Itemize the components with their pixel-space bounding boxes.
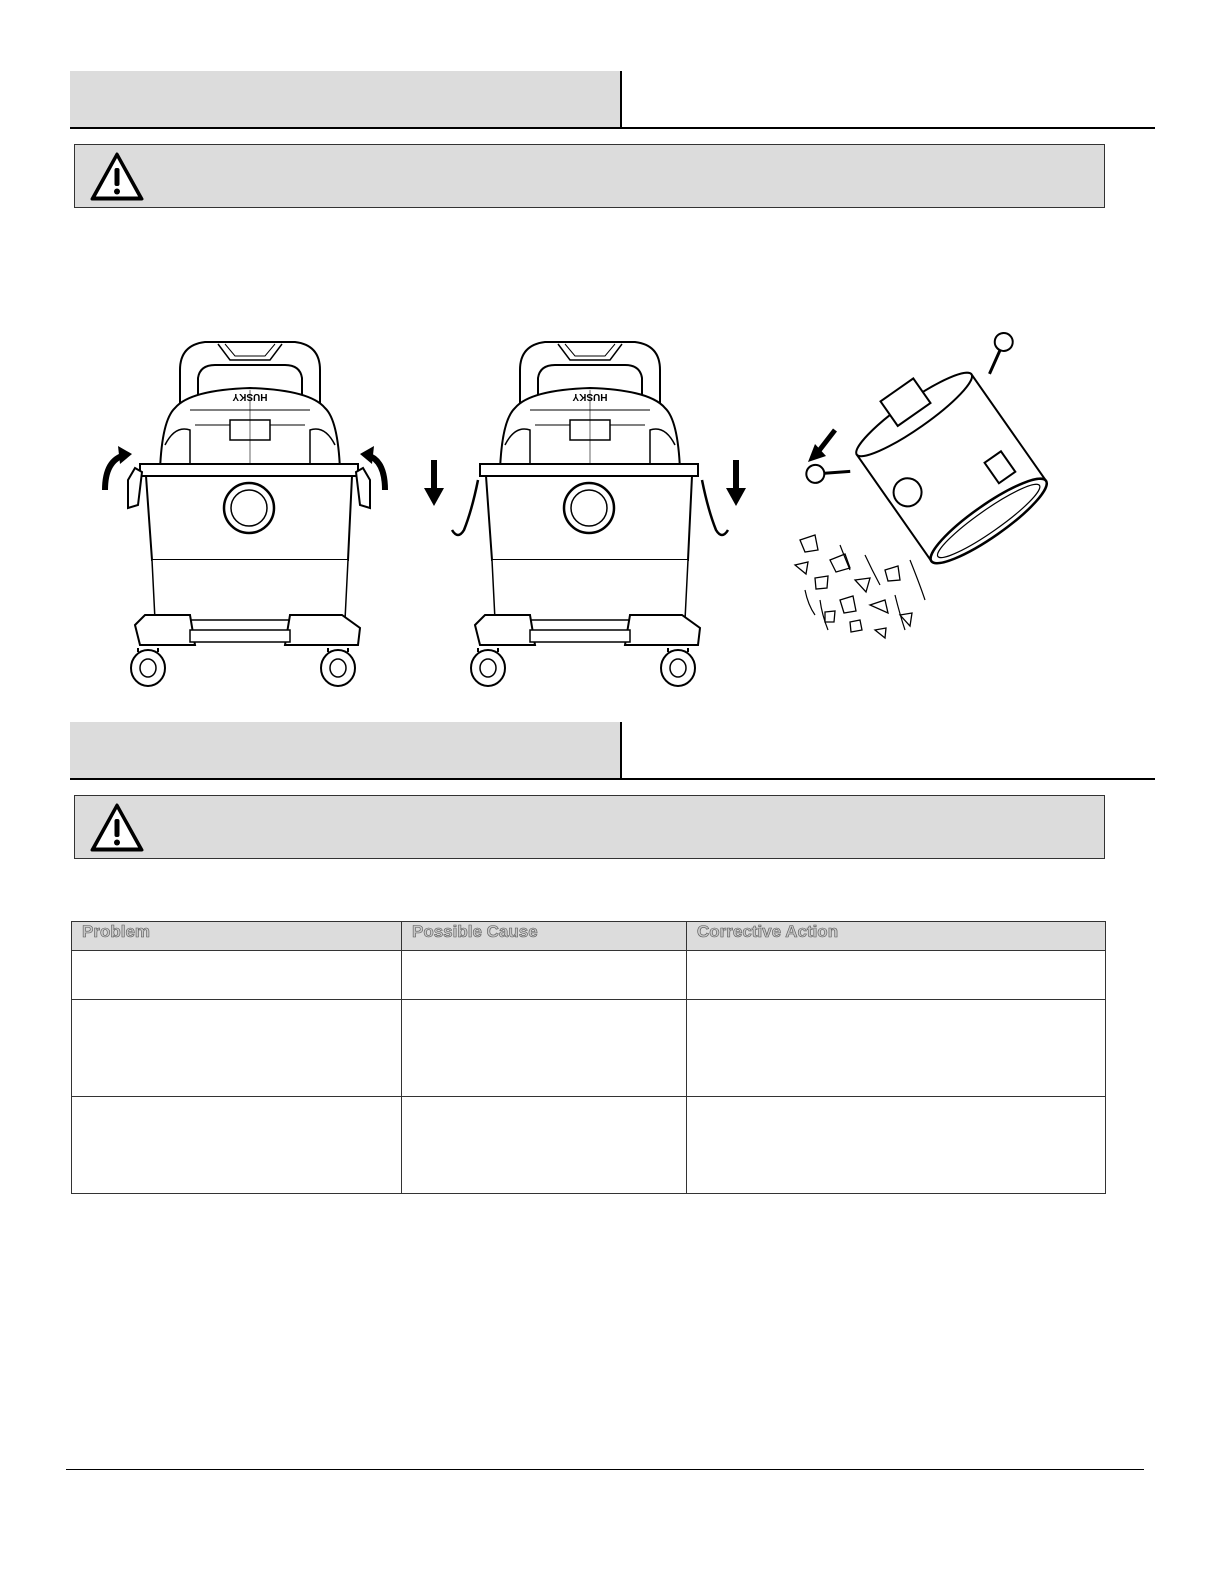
table-row: [72, 951, 1106, 1000]
table-cell: [402, 1097, 687, 1194]
header-corrective-action: Corrective Action: [687, 922, 1106, 951]
latch-right: [356, 468, 370, 508]
footer-divider: [66, 1469, 1144, 1470]
table-cell: [687, 951, 1106, 1000]
divider: [620, 71, 622, 129]
illustration-canvas: [80, 330, 1100, 700]
down-arrow-icon: [726, 460, 746, 506]
latch-left: [128, 468, 142, 508]
header-possible-cause: Possible Cause: [402, 922, 687, 951]
brand-label-2: HUSKY: [572, 391, 608, 402]
arrow-icon: [808, 430, 835, 462]
table-cell: [72, 951, 402, 1000]
warning-box-2: [74, 795, 1105, 859]
table-cell: [72, 1097, 402, 1194]
section-title-band: [70, 71, 621, 128]
table-cell: [687, 1097, 1106, 1194]
table-row: [72, 1097, 1106, 1194]
emptying-tank-illustrations: [80, 330, 1100, 700]
section-title-band: [70, 722, 621, 779]
latch-left: [452, 480, 478, 535]
table-header-row: [72, 922, 1106, 951]
divider: [620, 722, 622, 780]
troubleshooting-table: [71, 921, 1106, 1194]
header-problem: Problem: [72, 922, 402, 951]
warning-triangle-icon: [89, 802, 145, 854]
warning-triangle-icon: [89, 151, 145, 203]
table-row: [72, 1000, 1106, 1097]
section-header-1: [70, 71, 1155, 129]
latch-right: [702, 480, 728, 535]
debris: [795, 535, 912, 638]
table-cell: [72, 1000, 402, 1097]
divider: [70, 127, 1155, 129]
section-header-2: [70, 722, 1155, 780]
brand-label-1: HUSKY: [232, 391, 268, 402]
table-cell: [402, 1000, 687, 1097]
divider: [70, 778, 1155, 780]
warning-box-1: [74, 144, 1105, 208]
table-cell: [687, 1000, 1106, 1097]
table-cell: [402, 951, 687, 1000]
down-arrow-icon: [424, 460, 444, 506]
